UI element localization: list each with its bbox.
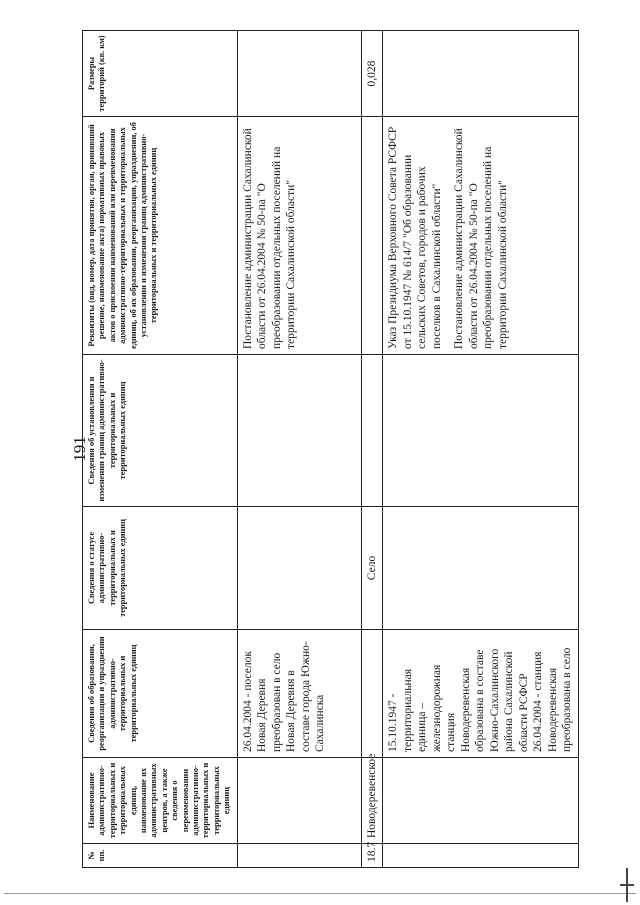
header-row bbox=[83, 31, 238, 868]
header-area: Размеры территорий (кв. км) bbox=[83, 31, 238, 117]
cell-num-empty bbox=[237, 844, 361, 868]
header-boundaries: Сведения об установлении и изменении границ административно-территориальных и территориальных единиц bbox=[83, 355, 238, 507]
education-entry-1947: 15.10.1947 - территориальная единица – железнодорожная станция Новодеревенская образована в составе Южно-Сахалинского района Сахалинской области РСФСР bbox=[387, 648, 530, 752]
cell-education: 26.04.2004 - поселок Новая Деревня преобразован в село Новая Деревня в составе города Южно-Сахалинска bbox=[237, 630, 361, 758]
cell-status: Село bbox=[361, 507, 383, 630]
cell-requisites bbox=[383, 117, 579, 355]
cell-boundaries-empty bbox=[383, 355, 579, 507]
requisites-entry-1947: Указ Президиума Верховного Совета РСФСР от 15.10.1947 № 614/7 "Об образовании сельских Советов, городов и рабочих поселков в Сахалинской области" bbox=[387, 126, 443, 349]
cell-boundaries-empty bbox=[361, 355, 383, 507]
table-row bbox=[383, 31, 579, 868]
cell-requisites: Постановление администрации Сахалинской области от 26.04.2004 № 50-па "О преобразовании отдельных поселений на территории Сахалинской области" bbox=[237, 117, 361, 355]
cell-area: 0,028 bbox=[361, 31, 383, 117]
cell-requisites-empty bbox=[361, 117, 383, 355]
cell-status-empty bbox=[383, 507, 579, 630]
header-education: Сведения об образовании, реорганизации и упразднении административно-территориальных и территориальных единиц bbox=[83, 630, 238, 758]
rotated-page-content bbox=[82, 31, 574, 868]
cell-education-empty bbox=[361, 630, 383, 758]
cell-area-empty bbox=[237, 31, 361, 117]
cell-name-empty bbox=[383, 758, 579, 844]
header-name: Наименование административно-территориальных и территориальных единиц, наименование их административных центров, а также сведения о переименовании административно-территориальных и территориальных единиц bbox=[83, 758, 238, 844]
territorial-units-table bbox=[82, 30, 579, 868]
cell-name: Новодеревенское bbox=[361, 758, 383, 844]
requisites-entry-2004: Постановление администрации Сахалинской области от 26.04.2004 № 50-па "О преобразовании отдельных поселений на территории Сахалинской области" bbox=[453, 128, 509, 349]
cell-num: 18.7 bbox=[361, 844, 383, 868]
table-row bbox=[237, 31, 361, 868]
cell-area-empty bbox=[383, 31, 579, 117]
header-status: Сведения о статусе административно-территориальных и территориальных единиц bbox=[83, 507, 238, 630]
header-requisites: Реквизиты (вид, номер, дата принятия, орган, принявший решение, наименование акта) нормативных правовых актов о присвоении наименований или переименовании административно-территориальных и территориальных единиц, об их образовании, реорганизации, упразднении, об установлении и изменении границ административно-территориальных и территориальных единиц bbox=[83, 117, 238, 355]
cell-boundaries-empty bbox=[237, 355, 361, 507]
scan-mark bbox=[620, 884, 634, 886]
table-row bbox=[361, 31, 383, 868]
page-number: 191 bbox=[70, 436, 89, 462]
scan-edge-line bbox=[4, 893, 636, 894]
education-entry-2004: 26.04.2004 - станция Новодеревенская преобразована в село bbox=[532, 647, 574, 752]
cell-num-empty bbox=[383, 844, 579, 868]
cell-name-empty bbox=[237, 758, 361, 844]
cell-education bbox=[383, 630, 579, 758]
cell-status-empty bbox=[237, 507, 361, 630]
header-num: № пп. bbox=[83, 844, 238, 868]
